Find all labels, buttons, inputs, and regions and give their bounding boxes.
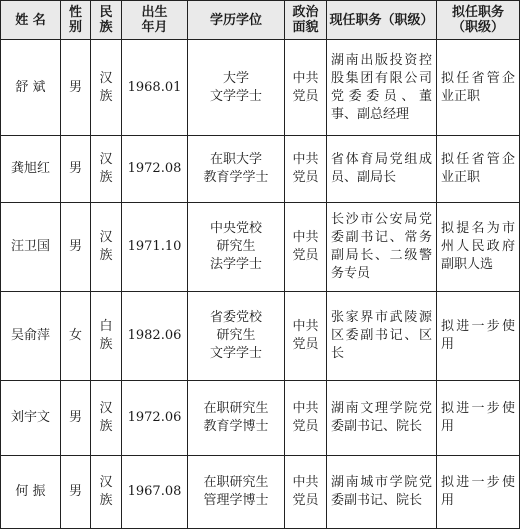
cell-current-post: 湖南文理学院党委副书记、院长 bbox=[327, 381, 437, 456]
header-birth: 出生 年月 bbox=[122, 1, 188, 40]
cell-current-post: 湖南城市学院党委副书记、院长 bbox=[327, 456, 437, 529]
cell-current-post: 张家界市武陵源区委副书记、区长 bbox=[327, 292, 437, 381]
table-row bbox=[1, 456, 520, 529]
cell-political: 中共 党员 bbox=[285, 292, 327, 381]
cell-gender: 男 bbox=[61, 456, 91, 529]
cell-current-post: 湖南出版投资控股集团有限公司党委委员、董事、副总经理 bbox=[327, 40, 437, 136]
cell-education: 省委党校 研究生 文学学士 bbox=[188, 292, 285, 381]
cell-proposed-post: 拟任省管企业正职 bbox=[437, 40, 520, 136]
cell-education: 在职研究生 管理学博士 bbox=[188, 456, 285, 529]
cell-political: 中共 党员 bbox=[285, 136, 327, 203]
cell-proposed-post: 拟进一步使用 bbox=[437, 381, 520, 456]
table-row bbox=[1, 292, 520, 381]
table-row bbox=[1, 381, 520, 456]
cell-birth: 1967.08 bbox=[122, 456, 188, 529]
cell-gender: 男 bbox=[61, 203, 91, 292]
header-row bbox=[1, 1, 520, 40]
table-row bbox=[1, 40, 520, 136]
cell-ethnicity: 白 族 bbox=[91, 292, 122, 381]
cell-political: 中共 党员 bbox=[285, 381, 327, 456]
cell-gender: 男 bbox=[61, 381, 91, 456]
header-gender: 性 别 bbox=[61, 1, 91, 40]
cell-current-post: 省体育局党组成员、副局长 bbox=[327, 136, 437, 203]
cell-education: 中央党校 研究生 法学学士 bbox=[188, 203, 285, 292]
cell-education: 在职研究生 教育学博士 bbox=[188, 381, 285, 456]
cell-political: 中共 党员 bbox=[285, 456, 327, 529]
cell-education: 在职大学 教育学学士 bbox=[188, 136, 285, 203]
cell-education: 大学 文学学士 bbox=[188, 40, 285, 136]
header-ethnicity: 民 族 bbox=[91, 1, 122, 40]
cell-political: 中共 党员 bbox=[285, 203, 327, 292]
header-proposed-post: 拟任职务 （职级） bbox=[437, 1, 520, 40]
table-row bbox=[1, 136, 520, 203]
cell-name: 汪卫国 bbox=[1, 203, 61, 292]
cell-proposed-post: 拟提名为市州人民政府副职人选 bbox=[437, 203, 520, 292]
cell-ethnicity: 汉 族 bbox=[91, 40, 122, 136]
cell-birth: 1982.06 bbox=[122, 292, 188, 381]
cell-political: 中共 党员 bbox=[285, 40, 327, 136]
cell-birth: 1972.08 bbox=[122, 136, 188, 203]
cell-name: 舒 斌 bbox=[1, 40, 61, 136]
cell-birth: 1968.01 bbox=[122, 40, 188, 136]
cell-gender: 男 bbox=[61, 136, 91, 203]
cell-birth: 1971.10 bbox=[122, 203, 188, 292]
header-current-post: 现任职务（职级） bbox=[327, 1, 437, 40]
cell-current-post: 长沙市公安局党委副书记、常务副局长、二级警务专员 bbox=[327, 203, 437, 292]
cell-proposed-post: 拟进一步使用 bbox=[437, 456, 520, 529]
header-name: 姓 名 bbox=[1, 1, 61, 40]
cell-name: 刘宇文 bbox=[1, 381, 61, 456]
cell-ethnicity: 汉 族 bbox=[91, 203, 122, 292]
cell-ethnicity: 汉 族 bbox=[91, 136, 122, 203]
header-education: 学历学位 bbox=[188, 1, 285, 40]
cell-name: 吴俞萍 bbox=[1, 292, 61, 381]
header-political: 政治 面貌 bbox=[285, 1, 327, 40]
cell-gender: 男 bbox=[61, 40, 91, 136]
cell-birth: 1972.06 bbox=[122, 381, 188, 456]
cell-ethnicity: 汉 族 bbox=[91, 381, 122, 456]
cell-gender: 女 bbox=[61, 292, 91, 381]
cell-ethnicity: 汉 族 bbox=[91, 456, 122, 529]
table-row bbox=[1, 203, 520, 292]
cell-proposed-post: 拟进一步使用 bbox=[437, 292, 520, 381]
cell-proposed-post: 拟任省管企业正职 bbox=[437, 136, 520, 203]
cell-name: 何 振 bbox=[1, 456, 61, 529]
cell-name: 龚旭红 bbox=[1, 136, 61, 203]
